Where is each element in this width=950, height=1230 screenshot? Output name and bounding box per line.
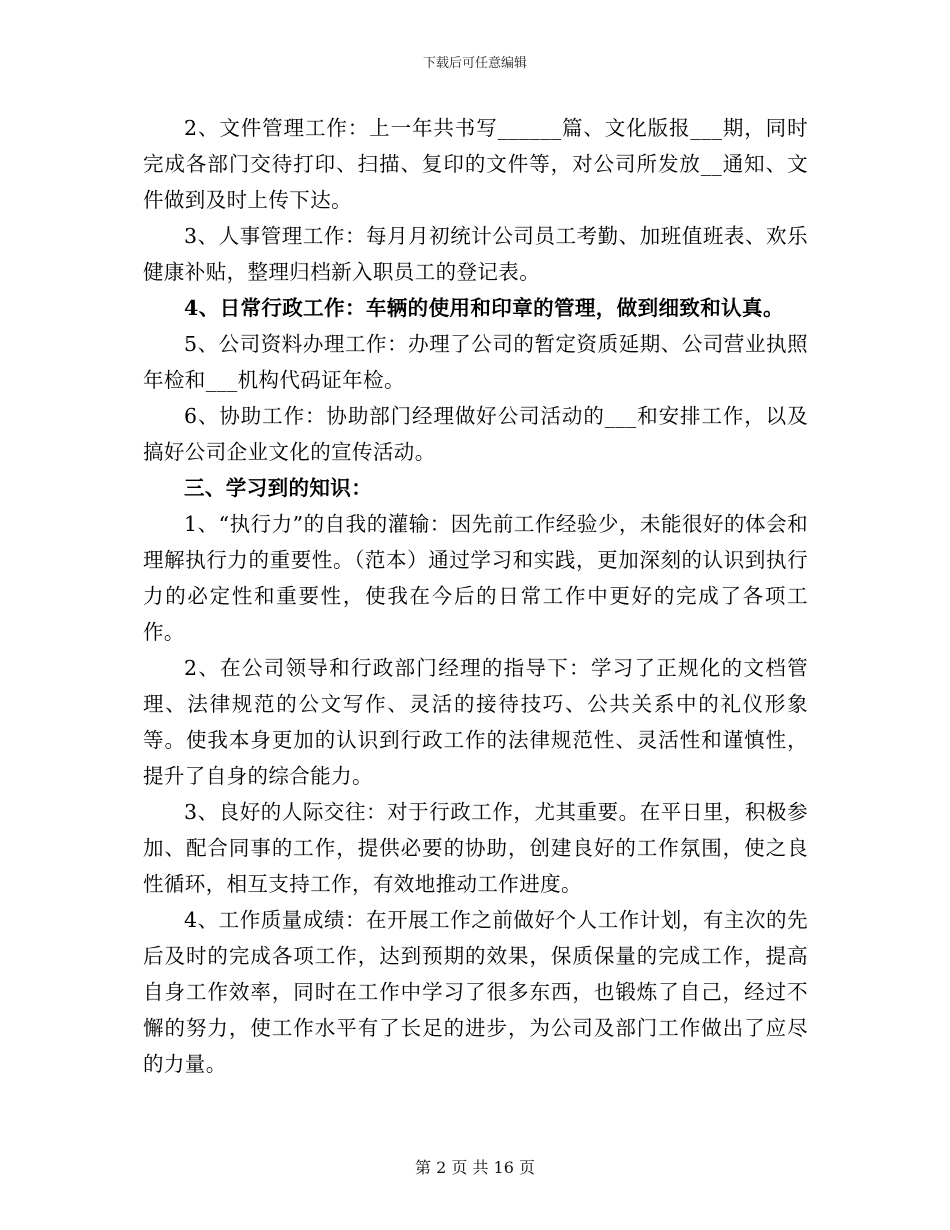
paragraph-assist-work: 6、协助工作：协助部门经理做好公司活动的___和安排工作，以及搞好公司企业文化的宣传活动。 <box>143 404 808 464</box>
paragraph-company-documents: 5、公司资料办理工作：办理了公司的暂定资质延期、公司营业执照年检和___机构代码证年检。 <box>143 332 808 392</box>
paragraph-execution: 1、“执行力”的自我的灌输：因先前工作经验少，未能很好的体会和理解执行力的重要性。（范本）通过学习和实践，更加深刻的认识到执行力的必定性和重要性，使我在今后的日常工作中更好的完成了各项工作。 <box>143 512 808 644</box>
paragraph-hr-management: 3、人事管理工作：每月月初统计公司员工考勤、加班值班表、欢乐健康补贴，整理归档新入职员工的登记表。 <box>143 224 808 284</box>
page-number: 第 2 页 共 16 页 <box>415 1158 535 1177</box>
document-body <box>143 110 808 1082</box>
paragraph-interpersonal: 3、良好的人际交往：对于行政工作，尤其重要。在平日里，积极参加、配合同事的工作，提供必要的协助，创建良好的工作氛围，使之良性循环，相互支持工作，有效地推动工作进度。 <box>143 800 808 896</box>
section-heading-knowledge: 三、学习到的知识： <box>184 476 373 500</box>
paragraph-guidance: 2、在公司领导和行政部门经理的指导下：学习了正规化的文档管理、法律规范的公文写作、灵活的接待技巧、公共关系中的礼仪形象等。使我本身更加的认识到行政工作的法律规范性、灵活性和谨慎性，提升了自身的综合能力。 <box>143 656 808 788</box>
paragraph-daily-admin: 4、日常行政工作：车辆的使用和印章的管理，做到细致和认真。 <box>184 296 784 320</box>
paragraph-work-quality: 4、工作质量成绩：在开展工作之前做好个人工作计划，有主次的先后及时的完成各项工作，达到预期的效果，保质保量的完成工作，提高自身工作效率，同时在工作中学习了很多东西，也锻炼了自己，经过不懈的努力，使工作水平有了长足的进步，为公司及部门工作做出了应尽的力量。 <box>143 908 808 1076</box>
page-header: 下载后可任意编辑 <box>422 56 527 71</box>
paragraph-file-management: 2、文件管理工作：上一年共书写______篇、文化版报___期，同时完成各部门交待打印、扫描、复印的文件等，对公司所发放__通知、文件做到及时上传下达。 <box>143 116 808 212</box>
